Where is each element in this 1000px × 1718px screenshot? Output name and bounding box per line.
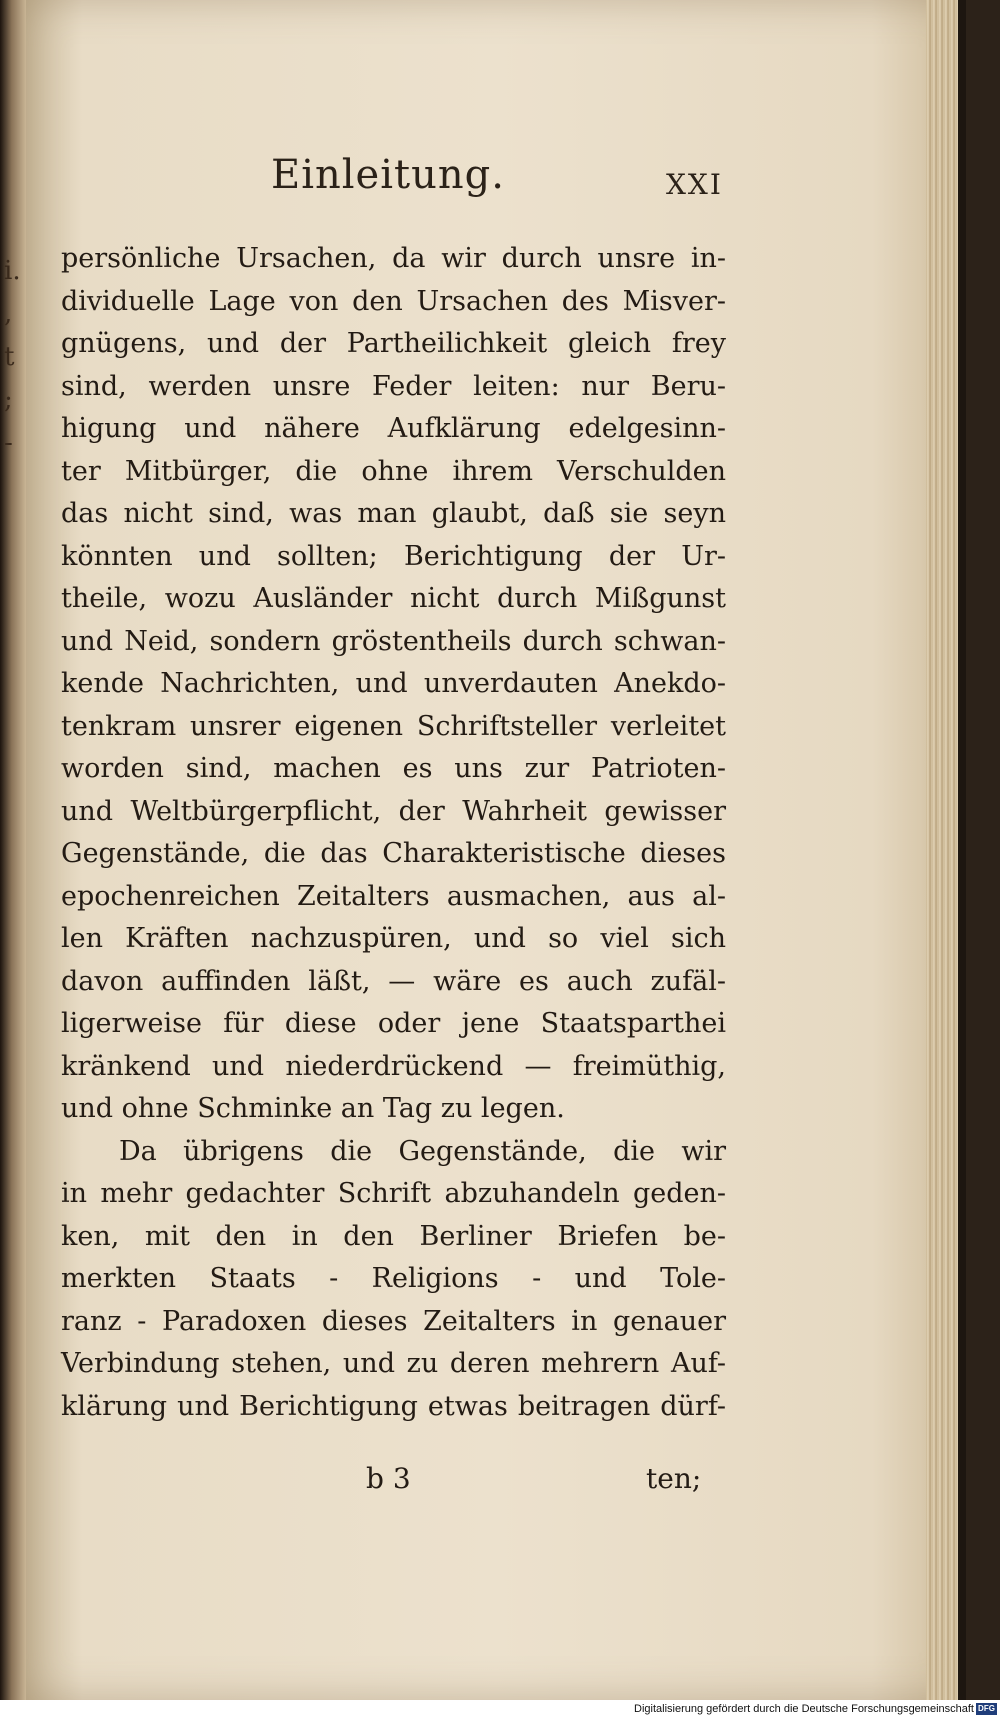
body-text	[61, 238, 726, 1428]
text-line: Verbindung stehen, und zu deren mehrern Auf-	[61, 1348, 726, 1379]
text-line: dividuelle Lage von den Ursachen des Misver-	[61, 285, 726, 317]
text-line: worden sind, machen es uns zur Patrioten-	[61, 753, 726, 784]
text-line: könnten und sollten; Berichtigung der Ur-	[61, 540, 726, 572]
text-line: persönliche Ursachen, da wir durch unsre in-	[61, 243, 726, 274]
digitization-footer	[0, 1700, 1000, 1718]
text-line: higung und nähere Aufklärung edelgesinn-	[61, 413, 726, 444]
margin-fragment: i.	[4, 256, 21, 286]
text-line: Gegenstände, die das Charakteristische dieses	[61, 838, 726, 869]
text-line: in mehr gedachter Schrift abzuhandeln geden-	[61, 1178, 726, 1209]
text-line: ligerweise für diese oder jene Staatsparthei	[61, 1008, 726, 1039]
margin-fragment: ,	[4, 299, 13, 329]
text-line: tenkram unsrer eigenen Schriftsteller verleitet	[61, 710, 726, 742]
text-line: merkten Staats - Religions - und Tole-	[61, 1263, 726, 1294]
text-line: kende Nachrichten, und unverdauten Anekdo-	[61, 668, 726, 699]
text-line: gnügens, und der Partheilichkeit gleich frey	[61, 328, 726, 359]
text-line: ranz - Paradoxen dieses Zeitalters in genauer	[61, 1305, 726, 1337]
text-line: kränkend und niederdrückend — freimüthig,	[61, 1050, 726, 1082]
text-line: len Kräften nachzuspüren, und so viel sich	[61, 923, 726, 954]
signature-mark: b 3	[366, 1462, 411, 1495]
margin-fragment: ;	[4, 385, 13, 415]
dfg-logo: DFG	[976, 1703, 997, 1715]
margin-fragment: t	[4, 342, 15, 372]
funding-credit: Digitalisierung gefördert durch die Deutsche Forschungsgemeinschaft	[634, 1703, 974, 1715]
text-line: davon auffinden läßt, — wäre es auch zufäl-	[61, 965, 726, 997]
text-line: und Weltbürgerpflicht, der Wahrheit gewisser	[61, 795, 726, 827]
text-line: epochenreichen Zeitalters ausmachen, aus al-	[61, 880, 726, 912]
previous-page-margin-text	[4, 250, 24, 465]
paragraph-end-line: und ohne Schminke an Tag zu legen.	[61, 1093, 565, 1124]
catchword: ten;	[646, 1462, 702, 1495]
text-line: und Neid, sondern gröstentheils durch schwan-	[61, 625, 726, 657]
paragraph-start-line: Da übrigens die Gegenstände, die wir	[119, 1135, 726, 1167]
page-number: XXI	[666, 168, 723, 201]
previous-page-edge	[0, 0, 26, 1700]
running-header: Einleitung.	[271, 152, 505, 198]
text-line: theile, wozu Ausländer nicht durch Mißgunst	[61, 583, 726, 614]
text-line: das nicht sind, was man glaubt, daß sie seyn	[61, 498, 726, 529]
book-page	[26, 0, 966, 1700]
text-line: klärung und Berichtigung etwas beitragen dürf-	[61, 1390, 726, 1422]
scan-shadow	[958, 0, 966, 1700]
text-line: ter Mitbürger, die ohne ihrem Verschulden	[61, 455, 726, 487]
margin-fragment: -	[4, 428, 13, 458]
text-line: sind, werden unsre Feder leiten: nur Beru-	[61, 370, 726, 402]
text-line: ken, mit den in den Berliner Briefen be-	[61, 1220, 726, 1252]
